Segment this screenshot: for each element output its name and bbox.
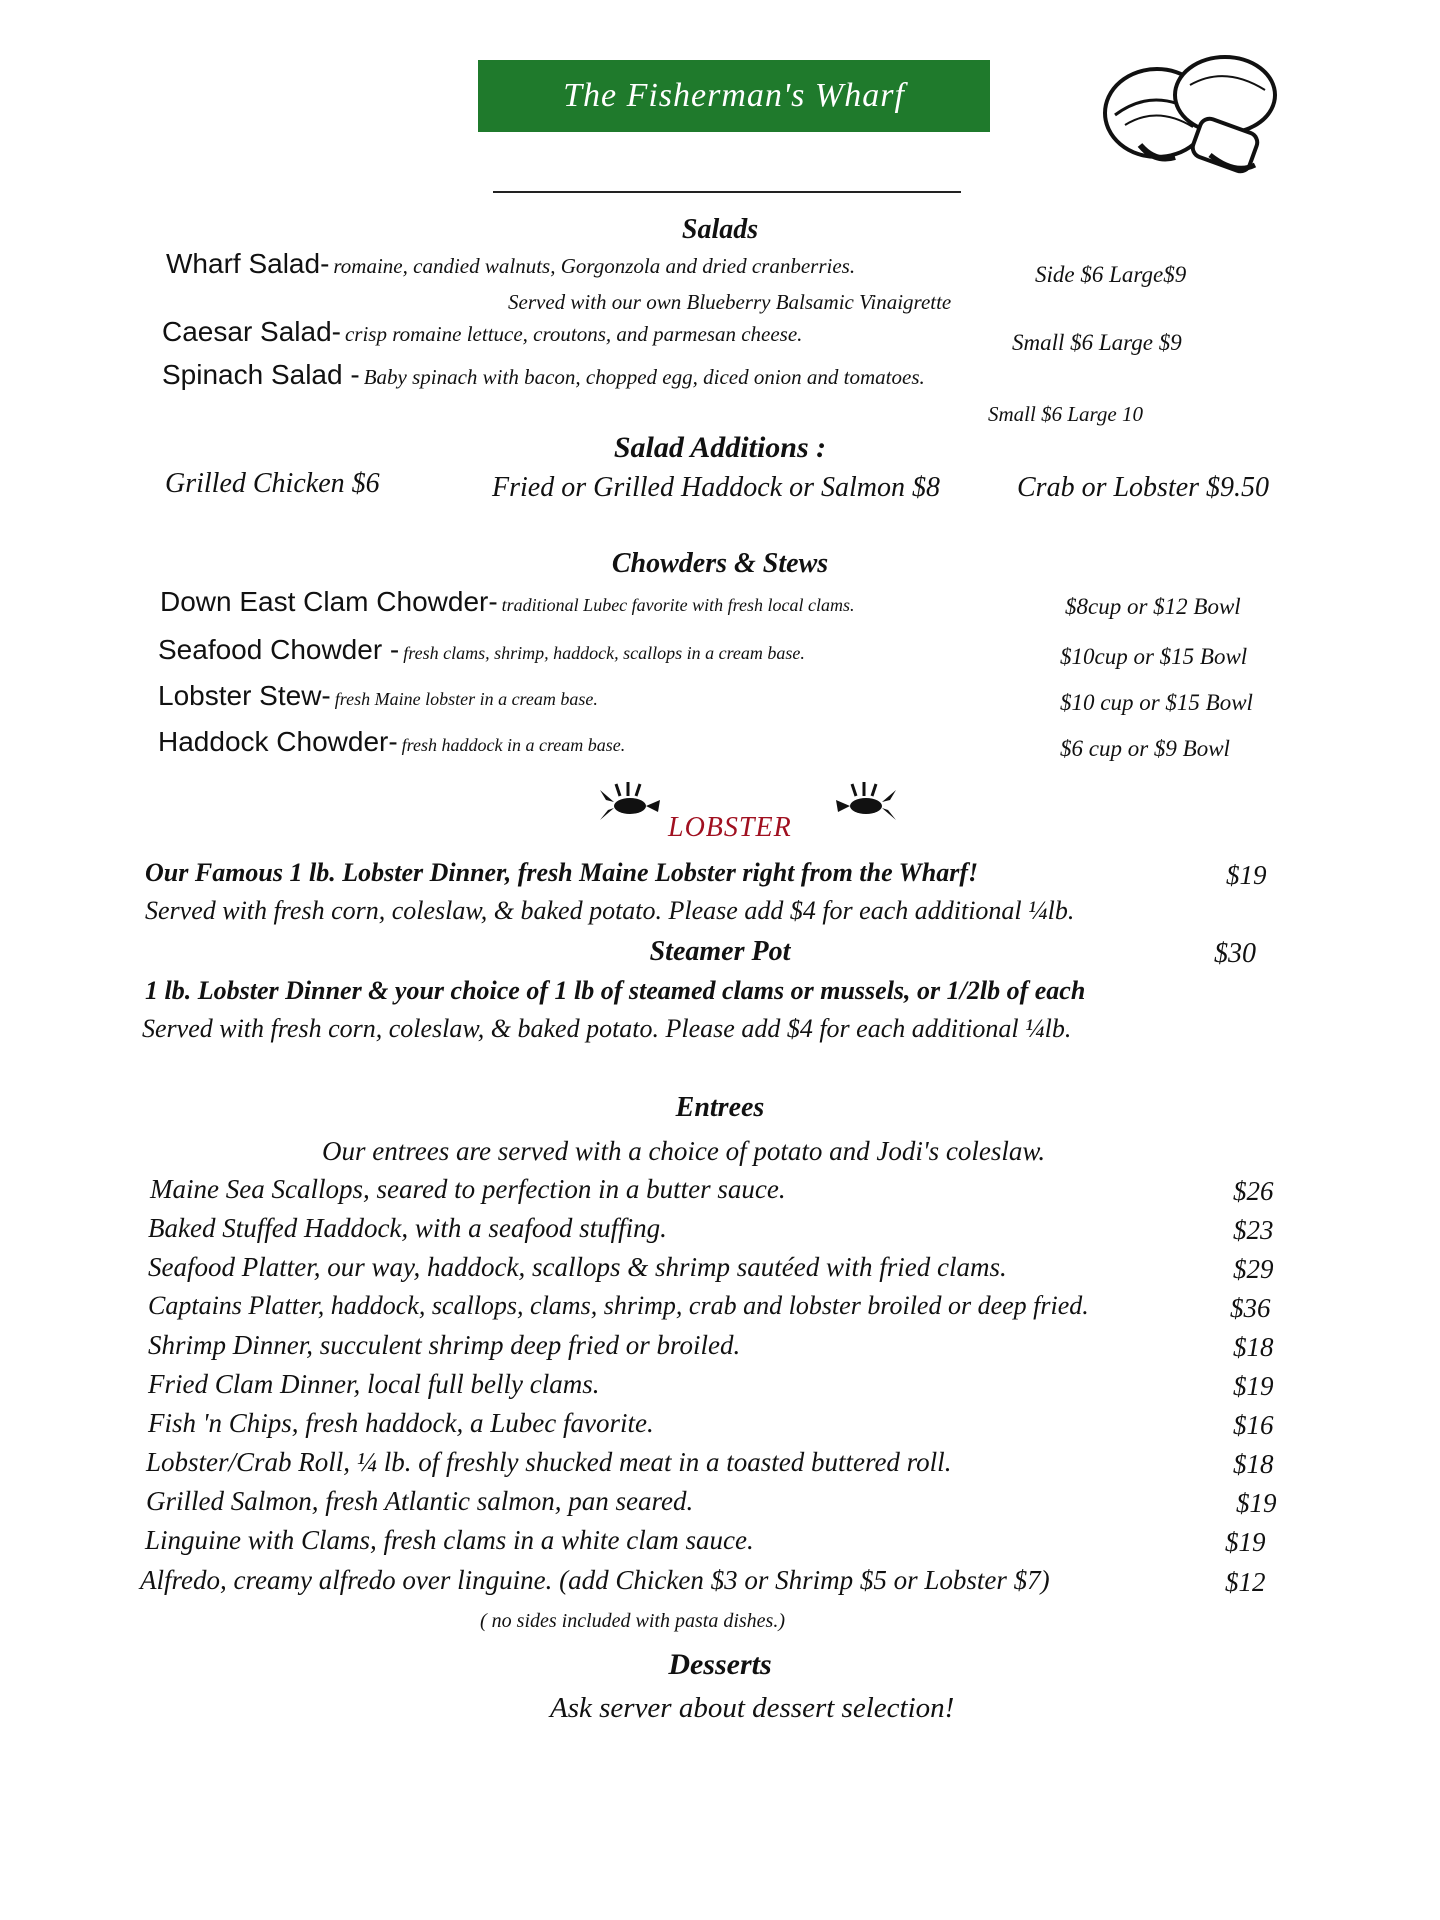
lobster-dinner-price: $19 — [1226, 860, 1267, 890]
entrees-intro: Our entrees are served with a choice of potato and Jodi's coleslaw. — [322, 1136, 1046, 1166]
entree-item: Lobster/Crab Roll, ¼ lb. of freshly shucked meat in a toasted buttered roll. — [146, 1447, 952, 1477]
entree-item: Fried Clam Dinner, local full belly clams. — [148, 1369, 600, 1399]
item-description: Baby spinach with bacon, chopped egg, diced onion and tomatoes. — [363, 365, 925, 389]
item-price: $6 cup or $9 Bowl — [1060, 736, 1230, 761]
entree-price: $19 — [1236, 1488, 1277, 1518]
entree-price: $18 — [1233, 1332, 1274, 1362]
item-note: Served with our own Blueberry Balsamic Vinaigrette — [508, 290, 952, 314]
item-name: Seafood Chowder - — [158, 634, 400, 665]
steamer-pot-served: Served with fresh corn, coleslaw, & baked potato. Please add $4 for each additional ¼lb. — [142, 1014, 1072, 1043]
item-description: fresh Maine lobster in a cream base. — [334, 689, 598, 709]
item-price: Small $6 Large 10 — [988, 402, 1143, 426]
menu-item — [158, 680, 598, 712]
item-name: Haddock Chowder- — [158, 726, 398, 757]
entree-price: $12 — [1225, 1567, 1266, 1597]
addition-item: Crab or Lobster $9.50 — [1017, 472, 1270, 503]
lobster-dinner-line: Our Famous 1 lb. Lobster Dinner, fresh Maine Lobster right from the Wharf! — [145, 858, 979, 887]
menu-item — [158, 726, 625, 758]
entree-item: Fish 'n Chips, fresh haddock, a Lubec favorite. — [148, 1408, 654, 1438]
menu-item — [162, 316, 802, 348]
item-price: Side $6 Large$9 — [1035, 262, 1187, 287]
item-name: Spinach Salad - — [162, 359, 360, 390]
entree-item: Seafood Platter, our way, haddock, scallops & shrimp sautéed with fried clams. — [148, 1252, 1007, 1282]
entree-item: Captains Platter, haddock, scallops, clams, shrimp, crab and lobster broiled or deep fried. — [148, 1291, 1089, 1320]
lobster-heading: LOBSTER — [668, 812, 792, 843]
restaurant-title: The Fisherman's Wharf — [478, 60, 990, 132]
pasta-note: ( no sides included with pasta dishes.) — [480, 1610, 785, 1632]
desserts-text: Ask server about dessert selection! — [550, 1692, 955, 1724]
entree-item: Baked Stuffed Haddock, with a seafood stuffing. — [148, 1213, 667, 1243]
desserts-heading: Desserts — [668, 1648, 772, 1681]
entree-price: $36 — [1230, 1293, 1271, 1323]
item-price: $10 cup or $15 Bowl — [1060, 690, 1253, 715]
entree-price: $23 — [1233, 1215, 1274, 1245]
menu-item — [160, 586, 854, 618]
item-description: romaine, candied walnuts, Gorgonzola and dried cranberries. — [333, 254, 856, 278]
entree-item: Linguine with Clams, fresh clams in a white clam sauce. — [145, 1525, 754, 1555]
item-description: fresh clams, shrimp, haddock, scallops in a cream base. — [403, 643, 805, 663]
item-name: Caesar Salad- — [162, 316, 341, 347]
entree-price: $26 — [1233, 1176, 1274, 1206]
entree-price: $18 — [1233, 1449, 1274, 1479]
chowders-heading: Chowders & Stews — [611, 548, 829, 579]
entree-item: Grilled Salmon, fresh Atlantic salmon, pan seared. — [146, 1486, 694, 1516]
item-name: Lobster Stew- — [158, 680, 331, 711]
item-name: Wharf Salad- — [166, 248, 330, 279]
mushroom-illustration — [1095, 45, 1280, 195]
item-description: fresh haddock in a cream base. — [401, 735, 626, 755]
item-name: Down East Clam Chowder- — [160, 586, 498, 617]
entree-price: $29 — [1233, 1254, 1274, 1284]
steamer-pot-line: 1 lb. Lobster Dinner & your choice of 1 lb of steamed clams or mussels, or 1/2lb of each — [145, 976, 1086, 1005]
title-divider — [493, 191, 961, 193]
entree-price: $19 — [1225, 1527, 1266, 1557]
lobster-icon — [834, 780, 898, 828]
salads-heading: Salads — [681, 214, 759, 245]
item-description: traditional Lubec favorite with fresh local clams. — [501, 595, 855, 615]
entree-price: $16 — [1233, 1410, 1274, 1440]
steamer-pot-heading: Steamer Pot — [649, 936, 791, 967]
addition-item: Grilled Chicken $6 — [165, 468, 380, 499]
lobster-dinner-served: Served with fresh corn, coleslaw, & baked potato. Please add $4 for each additional ¼lb. — [145, 896, 1075, 925]
salad-additions-heading: Salad Additions : — [613, 431, 827, 464]
entree-item: Alfredo, creamy alfredo over linguine. (add Chicken $3 or Shrimp $5 or Lobster $7) — [140, 1565, 1050, 1595]
item-price: $10cup or $15 Bowl — [1060, 644, 1248, 669]
addition-item: Fried or Grilled Haddock or Salmon $8 — [492, 472, 940, 503]
lobster-icon — [598, 780, 662, 828]
entree-item: Maine Sea Scallops, seared to perfection in a butter sauce. — [150, 1174, 786, 1204]
entrees-heading: Entrees — [675, 1092, 765, 1123]
steamer-pot-price: $30 — [1214, 938, 1256, 969]
menu-item — [162, 359, 925, 391]
menu-item — [158, 634, 805, 666]
item-description: crisp romaine lettuce, croutons, and parmesan cheese. — [344, 322, 803, 346]
item-price: Small $6 Large $9 — [1012, 330, 1182, 355]
entree-price: $19 — [1233, 1371, 1274, 1401]
menu-item — [166, 248, 855, 280]
entree-item: Shrimp Dinner, succulent shrimp deep fried or broiled. — [148, 1330, 741, 1360]
item-price: $8cup or $12 Bowl — [1065, 594, 1241, 619]
